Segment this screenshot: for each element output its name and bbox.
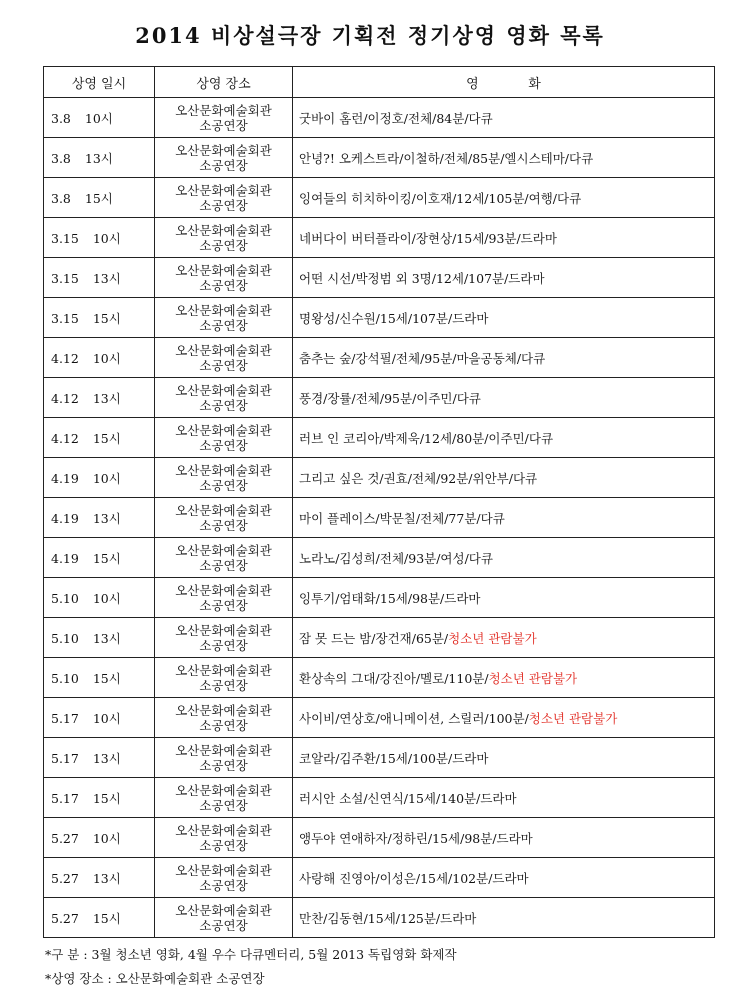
film-info: 환상속의 그대/강진아/멜로/110분/ xyxy=(299,670,489,686)
show-time: 15시 xyxy=(92,670,121,686)
table-row xyxy=(44,778,715,818)
showtime-cell xyxy=(44,258,155,298)
venue-name: 오산문화예술회관 xyxy=(175,182,272,198)
table-row xyxy=(44,658,715,698)
venue-hall: 소공연장 xyxy=(199,437,248,453)
film-cell xyxy=(293,498,715,538)
showtime-cell xyxy=(44,618,155,658)
film-cell xyxy=(293,898,715,938)
show-time: 15시 xyxy=(92,790,121,806)
venue-hall: 소공연장 xyxy=(199,677,248,693)
film-info: 사랑해 진영아/이성은/15세/102분/드라마 xyxy=(299,870,529,886)
table-row xyxy=(44,538,715,578)
venue-name: 오산문화예술회관 xyxy=(175,462,272,478)
table-row xyxy=(44,98,715,138)
film-info: 잉여들의 히치하이킹/이호재/12세/105분/여행/다큐 xyxy=(299,190,582,206)
film-info: 앵두야 연애하자/정하린/15세/98분/드라마 xyxy=(299,830,533,846)
header-row xyxy=(44,67,715,98)
venue-hall: 소공연장 xyxy=(199,317,248,333)
showtime-cell xyxy=(44,738,155,778)
show-time: 13시 xyxy=(92,270,121,286)
venue-cell xyxy=(155,378,293,418)
table-row xyxy=(44,458,715,498)
header-film: 영 화 xyxy=(293,67,715,98)
venue-cell xyxy=(155,218,293,258)
note-location: *상영 장소 : 오산문화예술회관 소공연장 xyxy=(45,971,265,986)
rating-warning: 청소년 관람불가 xyxy=(488,670,578,686)
venue-hall: 소공연장 xyxy=(199,797,248,813)
show-date: 5.17 xyxy=(51,710,79,726)
film-info: 굿바이 홈런/이정호/전체/84분/다큐 xyxy=(299,110,493,126)
show-date: 3.15 xyxy=(51,270,79,286)
venue-cell xyxy=(155,618,293,658)
rating-warning: 청소년 관람불가 xyxy=(448,630,537,646)
show-date: 4.12 xyxy=(51,390,79,406)
film-cell xyxy=(293,618,715,658)
note-classification: *구 분 : 3월 청소년 영화, 4월 우수 다큐멘터리, 5월 2013 독립영화 화제작 xyxy=(45,947,457,962)
venue-cell xyxy=(155,698,293,738)
show-date: 3.15 xyxy=(51,310,79,326)
venue-cell xyxy=(155,298,293,338)
venue-hall: 소공연장 xyxy=(199,877,248,893)
film-cell xyxy=(293,378,715,418)
showtime-cell xyxy=(44,418,155,458)
show-date: 5.27 xyxy=(51,910,79,926)
venue-cell xyxy=(155,258,293,298)
film-cell xyxy=(293,218,715,258)
show-date: 4.12 xyxy=(51,430,79,446)
venue-cell xyxy=(155,538,293,578)
venue-name: 오산문화예술회관 xyxy=(175,702,272,718)
show-date: 4.19 xyxy=(51,470,79,486)
table-row xyxy=(44,578,715,618)
venue-name: 오산문화예술회관 xyxy=(175,542,272,558)
film-info: 사이비/연상호/애니메이션, 스릴러/100분/ xyxy=(299,710,529,726)
film-info: 잉투기/엄태화/15세/98분/드라마 xyxy=(299,590,481,606)
venue-name: 오산문화예술회관 xyxy=(175,262,272,278)
film-cell xyxy=(293,418,715,458)
show-date: 4.12 xyxy=(51,350,79,366)
showtime-cell xyxy=(44,578,155,618)
venue-hall: 소공연장 xyxy=(199,237,248,253)
venue-hall: 소공연장 xyxy=(199,637,248,653)
show-date: 3.15 xyxy=(51,230,79,246)
film-info: 명왕성/신수원/15세/107분/드라마 xyxy=(299,310,489,326)
table-row xyxy=(44,178,715,218)
show-time: 15시 xyxy=(84,190,113,206)
venue-hall: 소공연장 xyxy=(199,277,248,293)
show-date: 5.17 xyxy=(51,750,79,766)
showtime-cell xyxy=(44,458,155,498)
footnotes xyxy=(45,943,457,991)
showtime-cell xyxy=(44,538,155,578)
venue-hall: 소공연장 xyxy=(199,197,248,213)
venue-cell xyxy=(155,98,293,138)
film-cell xyxy=(293,538,715,578)
show-time: 15시 xyxy=(92,310,121,326)
showtime-cell xyxy=(44,698,155,738)
film-info: 코알라/김주환/15세/100분/드라마 xyxy=(299,750,489,766)
showtime-cell xyxy=(44,858,155,898)
venue-cell xyxy=(155,418,293,458)
venue-name: 오산문화예술회관 xyxy=(175,142,272,158)
film-cell xyxy=(293,178,715,218)
film-cell xyxy=(293,138,715,178)
showtime-cell xyxy=(44,378,155,418)
show-time: 15시 xyxy=(92,550,121,566)
venue-hall: 소공연장 xyxy=(199,837,248,853)
venue-name: 오산문화예술회관 xyxy=(175,502,272,518)
showtime-cell xyxy=(44,298,155,338)
venue-cell xyxy=(155,498,293,538)
venue-hall: 소공연장 xyxy=(199,597,248,613)
venue-hall: 소공연장 xyxy=(199,917,248,933)
table-row xyxy=(44,738,715,778)
showtime-cell xyxy=(44,98,155,138)
table-row xyxy=(44,898,715,938)
table-row xyxy=(44,818,715,858)
show-time: 10시 xyxy=(92,470,121,486)
show-date: 3.8 xyxy=(51,190,71,206)
venue-hall: 소공연장 xyxy=(199,557,248,573)
venue-hall: 소공연장 xyxy=(199,357,248,373)
film-cell xyxy=(293,338,715,378)
show-time: 10시 xyxy=(92,350,121,366)
showtime-cell xyxy=(44,818,155,858)
venue-name: 오산문화예술회관 xyxy=(175,422,272,438)
show-time: 10시 xyxy=(92,830,121,846)
show-time: 13시 xyxy=(92,510,121,526)
venue-name: 오산문화예술회관 xyxy=(175,742,272,758)
film-info: 안녕?! 오케스트라/이철하/전체/85분/엘시스테마/다큐 xyxy=(299,150,594,166)
venue-name: 오산문화예술회관 xyxy=(175,582,272,598)
film-info: 잠 못 드는 밤/장건재/65분/ xyxy=(299,630,449,646)
rating-warning: 청소년 관람불가 xyxy=(528,710,618,726)
showtime-cell xyxy=(44,498,155,538)
header-date: 상영 일시 xyxy=(44,67,155,98)
venue-name: 오산문화예술회관 xyxy=(175,302,272,318)
show-date: 5.10 xyxy=(51,670,79,686)
show-date: 5.17 xyxy=(51,790,79,806)
venue-hall: 소공연장 xyxy=(199,477,248,493)
table-row xyxy=(44,378,715,418)
showtime-cell xyxy=(44,338,155,378)
venue-name: 오산문화예술회관 xyxy=(175,662,272,678)
show-date: 5.10 xyxy=(51,590,79,606)
venue-cell xyxy=(155,658,293,698)
film-info: 풍경/장률/전체/95분/이주민/다큐 xyxy=(299,390,481,406)
showtime-cell xyxy=(44,218,155,258)
film-info: 만찬/김동현/15세/125분/드라마 xyxy=(299,910,477,926)
venue-name: 오산문화예술회관 xyxy=(175,342,272,358)
table-row xyxy=(44,498,715,538)
venue-hall: 소공연장 xyxy=(199,117,248,133)
schedule-table xyxy=(43,66,715,938)
film-cell xyxy=(293,778,715,818)
venue-name: 오산문화예술회관 xyxy=(175,822,272,838)
venue-name: 오산문화예술회관 xyxy=(175,862,272,878)
film-cell xyxy=(293,298,715,338)
show-date: 3.8 xyxy=(51,150,71,166)
table-row xyxy=(44,618,715,658)
film-cell xyxy=(293,258,715,298)
show-date: 5.27 xyxy=(51,830,79,846)
table-row xyxy=(44,218,715,258)
venue-hall: 소공연장 xyxy=(199,397,248,413)
show-date: 5.27 xyxy=(51,870,79,886)
venue-cell xyxy=(155,738,293,778)
film-info: 어떤 시선/박정범 외 3명/12세/107분/드라마 xyxy=(299,270,545,286)
show-date: 4.19 xyxy=(51,510,79,526)
film-cell xyxy=(293,698,715,738)
table-row xyxy=(44,338,715,378)
film-info: 네버다이 버터플라이/장현상/15세/93분/드라마 xyxy=(299,230,557,246)
table-row xyxy=(44,138,715,178)
venue-name: 오산문화예술회관 xyxy=(175,222,272,238)
page-title: 2014 비상설극장 기획전 정기상영 영화 목록 xyxy=(135,23,605,48)
show-time: 13시 xyxy=(92,870,121,886)
film-cell xyxy=(293,858,715,898)
showtime-cell xyxy=(44,658,155,698)
table-row xyxy=(44,418,715,458)
venue-cell xyxy=(155,858,293,898)
table-row xyxy=(44,858,715,898)
film-cell xyxy=(293,738,715,778)
film-info: 마이 플레이스/박문칠/전체/77분/다큐 xyxy=(299,510,505,526)
venue-name: 오산문화예술회관 xyxy=(175,902,272,918)
venue-cell xyxy=(155,138,293,178)
venue-name: 오산문화예술회관 xyxy=(175,622,272,638)
film-info: 노라노/김성희/전체/93분/여성/다큐 xyxy=(299,550,493,566)
film-info: 춤추는 숲/강석필/전체/95분/마을공동체/다큐 xyxy=(299,350,546,366)
show-time: 10시 xyxy=(92,230,121,246)
show-time: 10시 xyxy=(92,590,121,606)
venue-cell xyxy=(155,778,293,818)
venue-cell xyxy=(155,898,293,938)
table-row xyxy=(44,258,715,298)
venue-cell xyxy=(155,338,293,378)
show-date: 5.10 xyxy=(51,630,79,646)
venue-hall: 소공연장 xyxy=(199,757,248,773)
film-info: 그리고 싶은 것/권효/전체/92분/위안부/다큐 xyxy=(299,470,538,486)
film-cell xyxy=(293,98,715,138)
film-info: 러브 인 코리아/박제욱/12세/80분/이주민/다큐 xyxy=(299,430,554,446)
venue-name: 오산문화예술회관 xyxy=(175,102,272,118)
table-row xyxy=(44,298,715,338)
venue-cell xyxy=(155,458,293,498)
show-time: 10시 xyxy=(84,110,113,126)
film-cell xyxy=(293,578,715,618)
show-time: 13시 xyxy=(92,630,121,646)
film-cell xyxy=(293,458,715,498)
show-time: 15시 xyxy=(92,430,121,446)
header-venue: 상영 장소 xyxy=(155,67,293,98)
showtime-cell xyxy=(44,178,155,218)
film-cell xyxy=(293,818,715,858)
show-date: 4.19 xyxy=(51,550,79,566)
table-row xyxy=(44,698,715,738)
film-cell xyxy=(293,658,715,698)
show-time: 15시 xyxy=(92,910,121,926)
venue-hall: 소공연장 xyxy=(199,157,248,173)
film-info: 러시안 소설/신연식/15세/140분/드라마 xyxy=(299,790,517,806)
venue-hall: 소공연장 xyxy=(199,517,248,533)
venue-name: 오산문화예술회관 xyxy=(175,382,272,398)
showtime-cell xyxy=(44,138,155,178)
show-time: 10시 xyxy=(92,710,121,726)
show-time: 13시 xyxy=(92,390,121,406)
venue-hall: 소공연장 xyxy=(199,717,248,733)
venue-cell xyxy=(155,578,293,618)
showtime-cell xyxy=(44,898,155,938)
venue-cell xyxy=(155,178,293,218)
show-time: 13시 xyxy=(92,750,121,766)
venue-name: 오산문화예술회관 xyxy=(175,782,272,798)
show-time: 13시 xyxy=(84,150,113,166)
show-date: 3.8 xyxy=(51,110,71,126)
showtime-cell xyxy=(44,778,155,818)
venue-cell xyxy=(155,818,293,858)
